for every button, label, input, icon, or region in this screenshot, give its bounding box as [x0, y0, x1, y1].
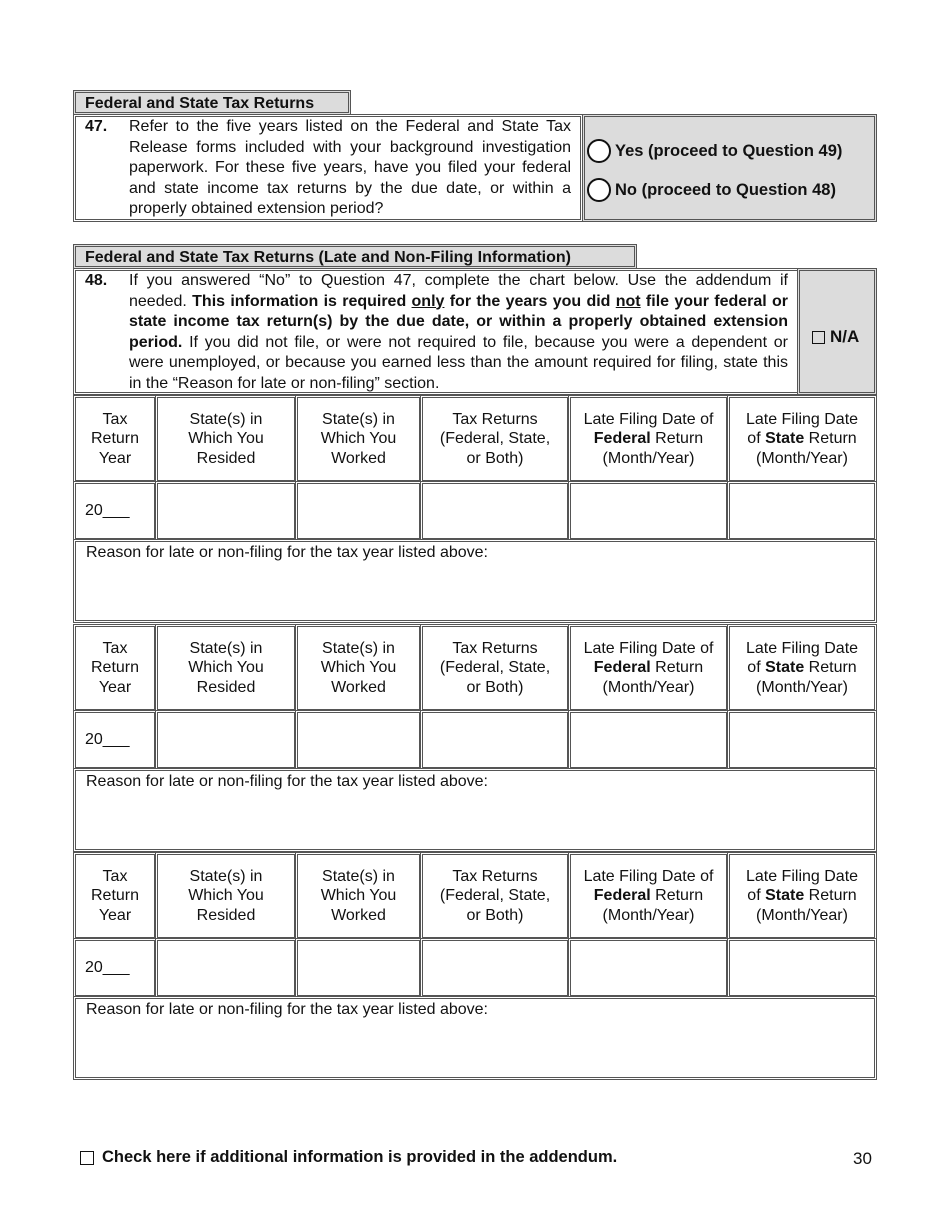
header-text — [188, 410, 264, 469]
header-bold-federal: Federal — [593, 887, 651, 905]
header-word: Return — [808, 887, 857, 905]
header-line: (Month/Year) — [756, 449, 848, 467]
header-line: Tax Returns — [452, 639, 538, 657]
q48-bold-only: only — [411, 292, 445, 310]
no-radio[interactable] — [587, 178, 611, 202]
header-line: State(s) in — [322, 410, 395, 428]
header-line: or Both) — [466, 678, 524, 696]
entry-field-2[interactable] — [420, 710, 570, 770]
header-line: or Both) — [466, 449, 524, 467]
header-line: (Month/Year) — [756, 906, 848, 924]
header-cell — [295, 395, 422, 483]
header-line: State(s) in — [189, 410, 263, 428]
header-line: Year — [98, 449, 132, 467]
header-line: or Both) — [466, 906, 524, 924]
header-text — [440, 639, 550, 698]
header-line: Year — [98, 906, 132, 924]
header-line — [584, 429, 714, 449]
header-text — [584, 410, 714, 469]
header-bold-state: State — [765, 659, 805, 677]
entry-field-3[interactable] — [727, 938, 877, 998]
na-label: N/A — [830, 327, 860, 346]
header-line: Tax — [102, 867, 128, 885]
q48-bold-c: file your federal or state income tax return(s) by the due date, or within a properly obtained extension period. — [129, 292, 789, 351]
header-word: of — [747, 887, 761, 905]
entry-field-3[interactable] — [420, 938, 570, 998]
header-line: Which You — [320, 430, 397, 448]
header-text — [584, 639, 714, 698]
section-47-header: Federal and State Tax Returns — [73, 90, 351, 115]
entry-field-2[interactable] — [727, 710, 877, 770]
header-cell — [155, 852, 297, 940]
header-cell — [568, 624, 729, 712]
header-line: Tax Returns — [452, 867, 538, 885]
na-checkbox[interactable] — [812, 331, 825, 344]
year-field-3[interactable] — [73, 938, 157, 998]
reason-label: Reason for late or non-filing for the tax year listed above: — [86, 773, 488, 790]
header-line: Resided — [196, 449, 256, 467]
header-cell — [420, 852, 570, 940]
header-line: Late Filing Date of — [583, 410, 714, 428]
header-line: Which You — [320, 887, 397, 905]
header-word: Return — [655, 430, 704, 448]
entry-field-2[interactable] — [568, 710, 729, 770]
na-panel — [797, 268, 877, 395]
header-text — [91, 867, 139, 926]
header-cell — [727, 852, 877, 940]
header-line: Tax Returns — [452, 410, 538, 428]
header-line: Return — [90, 659, 140, 677]
entry-field-1[interactable] — [295, 481, 422, 541]
entry-field-1[interactable] — [568, 481, 729, 541]
header-cell — [420, 624, 570, 712]
header-cell — [155, 624, 297, 712]
header-text — [746, 639, 858, 698]
header-line: Late Filing Date of — [583, 867, 714, 885]
header-text — [321, 639, 397, 698]
option-no[interactable] — [587, 178, 836, 202]
header-cell — [73, 852, 157, 940]
header-line: Tax — [102, 639, 128, 657]
page-number: 30 — [853, 1149, 872, 1168]
entry-field-1[interactable] — [727, 481, 877, 541]
header-cell — [295, 624, 422, 712]
entry-field-3[interactable] — [568, 938, 729, 998]
header-line: State(s) in — [189, 639, 263, 657]
header-text — [91, 639, 139, 698]
header-text — [321, 867, 397, 926]
header-text — [188, 867, 264, 926]
header-text — [746, 410, 858, 469]
header-line: (Month/Year) — [602, 449, 695, 467]
header-line — [746, 886, 858, 906]
reason-label: Reason for late or non-filing for the tax year listed above: — [86, 1001, 488, 1018]
header-text — [440, 410, 550, 469]
question-48-number: 48. — [85, 272, 108, 289]
header-text — [188, 639, 264, 698]
entry-field-2[interactable] — [295, 710, 422, 770]
header-line: Which You — [188, 430, 264, 448]
header-text — [746, 867, 858, 926]
entry-field-3[interactable] — [155, 938, 297, 998]
header-text — [440, 867, 550, 926]
header-line — [746, 658, 858, 678]
q48-bold-a: This information is required — [192, 292, 407, 310]
header-word: Return — [808, 659, 857, 677]
reason-label: Reason for late or non-filing for the tax year listed above: — [86, 544, 488, 561]
header-word: of — [747, 430, 761, 448]
header-cell — [568, 395, 729, 483]
header-line — [746, 429, 858, 449]
header-word: Return — [655, 887, 704, 905]
header-cell — [568, 852, 729, 940]
header-line: State(s) in — [322, 867, 395, 885]
header-line: Which You — [188, 659, 264, 677]
no-label: No (proceed to Question 48) — [615, 180, 836, 199]
header-text — [584, 867, 714, 926]
header-line: Resided — [196, 678, 256, 696]
header-text — [91, 410, 139, 469]
year-prefix: 20___ — [85, 959, 130, 976]
header-cell — [727, 395, 877, 483]
header-cell — [73, 395, 157, 483]
header-line: State(s) in — [322, 639, 395, 657]
q48-bold-b: for the years you did — [449, 292, 611, 310]
header-line: Late Filing Date — [745, 867, 859, 885]
header-line: (Federal, State, — [439, 430, 551, 448]
year-field-2[interactable] — [73, 710, 157, 770]
header-line — [584, 658, 714, 678]
q48-rest: If you did not file, or were not required to file, because you were a dependent or were unemployed, or because you earned less than the amount required for filing, state this in the “Reason for late or non-filing” section. — [129, 333, 788, 392]
header-bold-federal: Federal — [593, 659, 651, 677]
header-cell — [727, 624, 877, 712]
header-line: Late Filing Date — [745, 639, 859, 657]
na-option[interactable] — [812, 327, 859, 347]
header-cell — [73, 624, 157, 712]
header-line: Late Filing Date — [745, 410, 859, 428]
header-line: (Month/Year) — [602, 906, 695, 924]
header-line: Which You — [320, 659, 397, 677]
question-47-number: 47. — [85, 118, 108, 135]
yes-label: Yes (proceed to Question 49) — [615, 141, 843, 160]
header-line: (Month/Year) — [756, 678, 848, 696]
yes-radio[interactable] — [587, 139, 611, 163]
option-yes[interactable] — [587, 139, 842, 163]
header-bold-federal: Federal — [593, 430, 651, 448]
year-prefix: 20___ — [85, 731, 130, 748]
entry-field-3[interactable] — [295, 938, 422, 998]
q48-intro: If you answered “No” to Question 47, complete the chart below. Use the addendum if needed. — [129, 272, 788, 310]
year-prefix: 20___ — [85, 502, 130, 519]
reason-field-1[interactable] — [73, 539, 877, 623]
header-line: State(s) in — [189, 867, 263, 885]
header-text — [321, 410, 397, 469]
header-line: Late Filing Date of — [583, 639, 714, 657]
reason-field-3[interactable] — [73, 996, 877, 1080]
question-48-text — [129, 271, 788, 394]
addendum-checkbox[interactable] — [80, 1151, 94, 1165]
q48-bold-not: not — [615, 292, 641, 310]
header-cell — [295, 852, 422, 940]
header-line: (Federal, State, — [439, 887, 551, 905]
section-48-header: Federal and State Tax Returns (Late and Non-Filing Information) — [73, 244, 637, 269]
header-line: Worked — [331, 449, 386, 467]
header-line: Worked — [331, 678, 386, 696]
header-bold-state: State — [765, 430, 805, 448]
header-bold-state: State — [765, 887, 805, 905]
header-line — [584, 886, 714, 906]
header-word: of — [747, 659, 761, 677]
header-line: Worked — [331, 906, 386, 924]
header-line: (Month/Year) — [602, 678, 695, 696]
header-line: Return — [90, 887, 140, 905]
header-line: Which You — [188, 887, 264, 905]
year-field-1[interactable] — [73, 481, 157, 541]
header-cell — [420, 395, 570, 483]
header-line: Return — [90, 430, 140, 448]
question-47-text: Refer to the five years listed on the Federal and State Tax Release forms included with your background investigation paperwork. For these five years, have you filed your federal and state income tax returns by the due date, or within a properly obtained extension period? — [129, 118, 571, 217]
question-47-answer-panel — [582, 114, 877, 222]
header-line: Year — [98, 678, 132, 696]
header-cell — [155, 395, 297, 483]
header-word: Return — [655, 659, 704, 677]
entry-field-1[interactable] — [155, 481, 297, 541]
header-line: (Federal, State, — [439, 659, 551, 677]
header-word: Return — [808, 430, 857, 448]
entry-field-2[interactable] — [155, 710, 297, 770]
addendum-label: Check here if additional information is provided in the addendum. — [102, 1148, 618, 1166]
entry-field-1[interactable] — [420, 481, 570, 541]
header-line: Resided — [196, 906, 256, 924]
reason-field-2[interactable] — [73, 768, 877, 852]
addendum-option[interactable] — [80, 1148, 617, 1167]
header-line: Tax — [102, 410, 128, 428]
